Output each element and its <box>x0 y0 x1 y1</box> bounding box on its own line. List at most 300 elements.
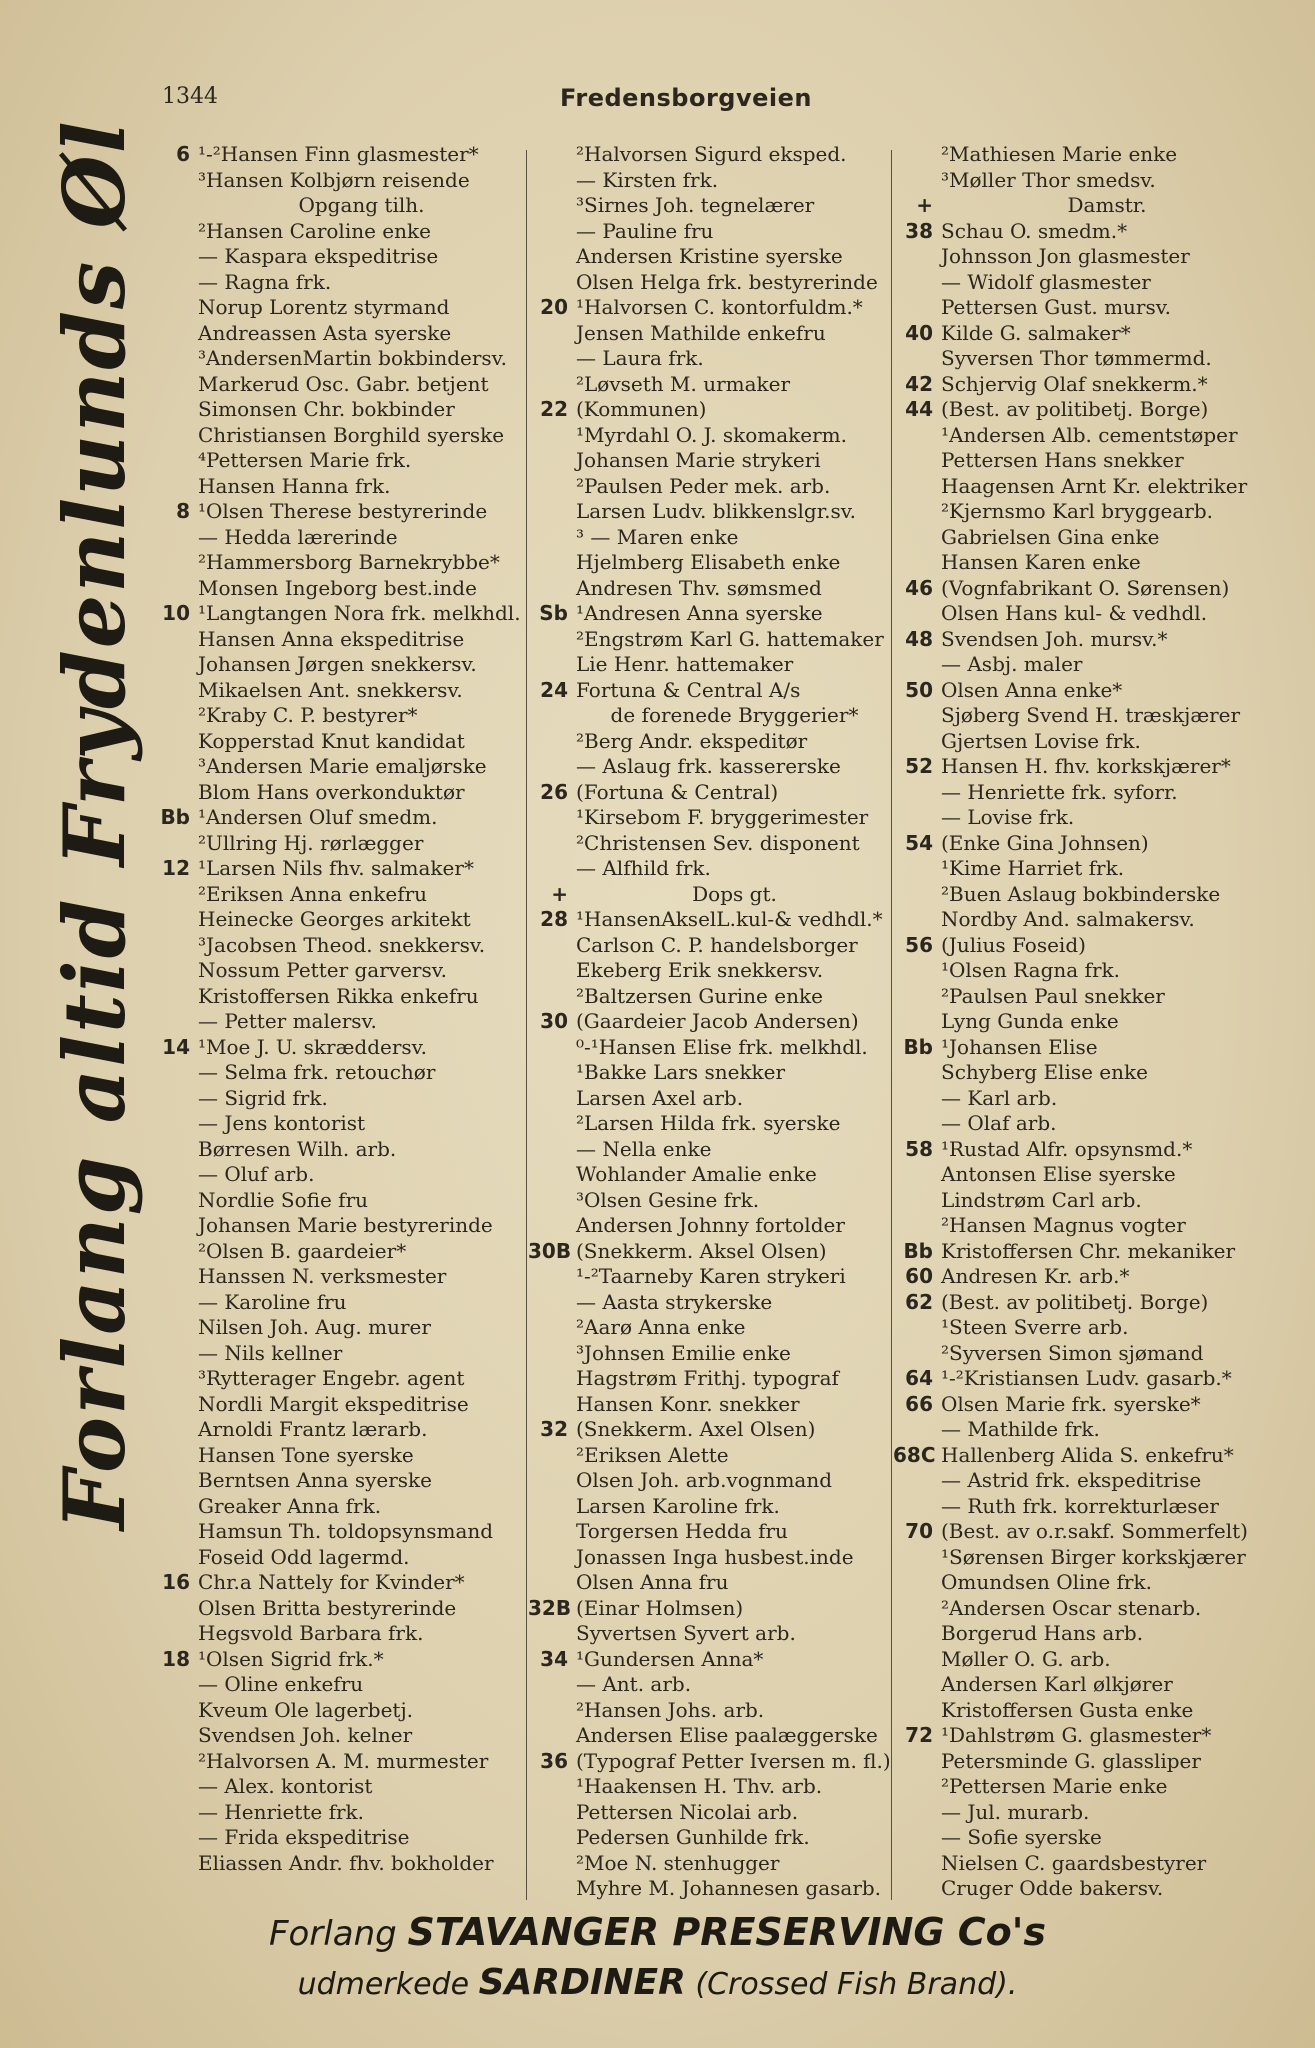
directory-entry <box>528 1519 893 1545</box>
directory-entry <box>528 1366 893 1392</box>
directory-entry <box>150 856 525 882</box>
resident-text: Hansen Hanna frk. <box>198 473 391 498</box>
directory-entry <box>150 321 525 347</box>
resident-text: — Asbj. maler <box>941 652 1083 676</box>
directory-entry <box>893 295 1273 321</box>
resident-text: (Kommunen) <box>576 397 707 421</box>
directory-entry <box>528 193 893 219</box>
directory-entry <box>528 1239 893 1265</box>
resident-text: ³AndersenMartin bokbindersv. <box>198 346 507 370</box>
directory-entry <box>893 1290 1273 1316</box>
resident-text: ²Paulsen Paul snekker <box>941 983 1165 1008</box>
column-divider <box>526 150 527 1900</box>
resident-text: Carlson C. P. handelsborger <box>576 932 858 957</box>
resident-text: ¹Sørensen Birger korkskjærer <box>941 1544 1246 1569</box>
resident-text: Hansen H. fhv. korkskjærer* <box>941 754 1231 778</box>
house-number: 12 <box>162 856 190 880</box>
directory-entry <box>150 346 525 372</box>
house-number: Bb <box>903 1034 933 1059</box>
resident-text: (Best. av politibetj. Borge) <box>941 1289 1209 1314</box>
resident-text: Mikaelsen Ant. snekkersv. <box>198 677 463 702</box>
resident-text: — Karoline fru <box>198 1289 347 1314</box>
resident-text: ³Johnsen Emilie enke <box>576 1340 791 1365</box>
resident-text: Olsen Anna enke* <box>941 677 1123 702</box>
directory-entry <box>528 652 893 678</box>
resident-text: — Nils kellner <box>198 1340 343 1365</box>
resident-text: (Best. av politibetj. Borge) <box>941 397 1209 421</box>
directory-entry <box>893 1647 1273 1673</box>
directory-entry <box>893 1213 1273 1239</box>
resident-text: Pettersen Gust. mursv. <box>941 295 1172 319</box>
resident-text: Johansen Jørgen snekkersv. <box>198 652 477 676</box>
resident-text: — Sigrid frk. <box>198 1085 328 1110</box>
directory-entry <box>893 550 1273 576</box>
directory-entry <box>528 703 893 729</box>
directory-entry <box>150 499 525 525</box>
resident-text: ²Ullring Hj. rørlægger <box>198 830 424 855</box>
directory-entry <box>528 1315 893 1341</box>
resident-text: Gabrielsen Gina enke <box>941 524 1160 549</box>
resident-text: ²Hansen Magnus vogter <box>941 1213 1186 1237</box>
directory-entry <box>528 1774 893 1800</box>
directory-entry <box>893 1468 1273 1494</box>
house-number: 38 <box>905 218 933 243</box>
resident-text: ²Kjernsmo Karl bryggearb. <box>941 499 1213 523</box>
directory-entry <box>528 1035 893 1061</box>
directory-entry <box>150 1570 525 1596</box>
resident-text: ¹Andersen Alb. cementstøper <box>941 422 1238 447</box>
resident-text: Haagensen Arnt Kr. elektriker <box>941 473 1248 498</box>
directory-entry <box>528 1111 893 1137</box>
resident-text: — Laura frk. <box>576 346 704 370</box>
house-number: 44 <box>905 397 933 421</box>
resident-text: ²Christensen Sev. disponent <box>576 830 860 855</box>
directory-entry <box>150 142 525 168</box>
directory-entry <box>528 831 893 857</box>
directory-entry <box>150 1774 525 1800</box>
column-2 <box>528 142 893 1902</box>
resident-text: Monsen Ingeborg best.inde <box>198 575 477 600</box>
directory-entry <box>150 703 525 729</box>
resident-text: Andresen Kr. arb.* <box>941 1264 1130 1288</box>
directory-entry <box>150 1672 525 1698</box>
ad-brand-stavanger: STAVANGER PRESERVING Co's <box>407 1910 1047 1954</box>
directory-entry <box>150 397 525 423</box>
resident-text: de forenede Bryggerier* <box>610 703 859 727</box>
resident-text: — Widolf glasmester <box>941 269 1151 294</box>
directory-entry <box>528 1264 893 1290</box>
directory-entry <box>893 1239 1273 1265</box>
resident-text: Schau O. smedm.* <box>941 218 1128 243</box>
column-3 <box>893 142 1273 1902</box>
resident-text: Dops gt. <box>692 881 777 906</box>
ad-word-udmerkede: udmerkede <box>297 1967 470 2002</box>
directory-entry <box>150 1060 525 1086</box>
resident-text: Johnsson Jon glasmester <box>941 244 1190 268</box>
resident-text: — Sofie syerske <box>941 1825 1102 1849</box>
directory-entry <box>150 1851 525 1877</box>
resident-text: Johansen Marie bestyrerinde <box>198 1213 493 1237</box>
resident-text: Omundsen Oline frk. <box>941 1570 1152 1594</box>
resident-text: ¹Bakke Lars snekker <box>576 1060 786 1084</box>
resident-text: Andreassen Asta syerske <box>198 320 452 345</box>
directory-entry <box>150 1392 525 1418</box>
resident-text: ¹Kime Harriet frk. <box>941 856 1125 880</box>
resident-text: ²Kraby C. P. bestyrer* <box>198 703 418 727</box>
resident-text: Andresen Thv. sømsmed <box>576 575 822 600</box>
directory-entry <box>528 933 893 959</box>
directory-entry <box>528 1672 893 1698</box>
directory-entry <box>150 525 525 551</box>
resident-text: ²Aarø Anna enke <box>576 1315 746 1339</box>
directory-entry <box>528 295 893 321</box>
directory-entry <box>528 576 893 602</box>
directory-entry <box>528 754 893 780</box>
directory-entry <box>893 1519 1273 1545</box>
resident-text: — Frida ekspeditrise <box>198 1825 410 1849</box>
directory-entry <box>150 882 525 908</box>
directory-entry <box>150 423 525 449</box>
resident-text: — Nella enke <box>576 1136 712 1161</box>
resident-text: Sjøberg Svend H. træskjærer <box>941 703 1241 727</box>
house-number: 24 <box>540 677 568 702</box>
directory-entry <box>893 1698 1273 1724</box>
resident-text: ²Hansen Caroline enke <box>198 218 431 243</box>
resident-text: Møller O. G. arb. <box>941 1646 1111 1671</box>
resident-text: — Mathilde frk. <box>941 1417 1100 1441</box>
resident-text: Foseid Odd lagermd. <box>198 1544 410 1569</box>
resident-text: Ekeberg Erik snekkersv. <box>576 958 824 982</box>
directory-entry <box>893 1621 1273 1647</box>
house-number: 8 <box>176 499 190 523</box>
resident-text: Johansen Marie strykeri <box>576 448 821 472</box>
resident-text: ²Andersen Oscar stenarb. <box>941 1595 1202 1620</box>
resident-text: ²Buen Aslaug bokbinderske <box>941 881 1221 906</box>
resident-text: ¹Langtangen Nora frk. melkhdl. <box>198 601 521 625</box>
resident-text: — Jens kontorist <box>198 1111 366 1135</box>
resident-text: — Selma frk. retouchør <box>198 1060 436 1084</box>
directory-entry <box>528 1749 893 1775</box>
resident-text: Andersen Johnny fortolder <box>576 1213 845 1237</box>
directory-entry <box>150 1264 525 1290</box>
resident-text: ²Eriksen Anna enkefru <box>198 881 428 906</box>
directory-entry <box>893 1060 1273 1086</box>
house-number: 32 <box>540 1417 568 1441</box>
house-number: 70 <box>905 1519 933 1543</box>
directory-entry <box>150 652 525 678</box>
resident-text: Hanssen N. verksmester <box>198 1264 447 1288</box>
resident-text: Olsen Britta bestyrerinde <box>198 1595 457 1620</box>
directory-entry <box>528 805 893 831</box>
resident-text: Myhre M. Johannesen gasarb. <box>576 1876 882 1900</box>
resident-text: Svendsen Joh. kelner <box>198 1723 413 1747</box>
directory-entry <box>893 1570 1273 1596</box>
directory-entry <box>893 703 1273 729</box>
resident-text: — Kirsten frk. <box>576 167 719 192</box>
resident-text: Kristoffersen Chr. mekaniker <box>941 1238 1236 1263</box>
directory-entry <box>893 1749 1273 1775</box>
directory-entry <box>150 168 525 194</box>
resident-text: ²Halvorsen A. M. murmester <box>198 1748 489 1773</box>
directory-entry <box>528 1468 893 1494</box>
house-number: 48 <box>905 626 933 651</box>
resident-text: Schjervig Olaf snekkerm.* <box>941 371 1208 396</box>
directory-entry <box>893 1443 1273 1469</box>
house-number: 58 <box>905 1136 933 1161</box>
directory-entry <box>893 601 1273 627</box>
house-number: 62 <box>905 1289 933 1314</box>
directory-entry <box>150 780 525 806</box>
house-number: 56 <box>905 932 933 957</box>
directory-entry <box>150 1035 525 1061</box>
directory-entry <box>150 729 525 755</box>
resident-text: (Fortuna & Central) <box>576 779 779 804</box>
resident-text: ³Sirnes Joh. tegnelærer <box>576 193 815 217</box>
resident-text: (Snekkerm. Aksel Olsen) <box>576 1238 827 1263</box>
resident-text: ²Mathiesen Marie enke <box>941 142 1178 166</box>
resident-text: Fortuna & Central A/s <box>576 677 801 702</box>
house-number: 60 <box>905 1264 933 1288</box>
resident-text: ¹Olsen Therese bestyrerinde <box>198 499 488 523</box>
resident-text: — Alfhild frk. <box>576 856 711 880</box>
resident-text: Kristoffersen Gusta enke <box>941 1697 1194 1722</box>
directory-entry <box>528 907 893 933</box>
street-title: Fredensborgveien <box>560 84 812 112</box>
directory-entry <box>528 474 893 500</box>
resident-text: (Vognfabrikant O. Sørensen) <box>941 575 1230 600</box>
directory-entry <box>150 805 525 831</box>
resident-text: Simonsen Chr. bokbinder <box>198 397 455 421</box>
directory-entry <box>893 1417 1273 1443</box>
resident-text: Syversen Thor tømmermd. <box>941 346 1212 370</box>
resident-text: ¹Olsen Sigrid frk.* <box>198 1646 384 1671</box>
resident-text: ¹Haakensen H. Thv. arb. <box>576 1774 823 1798</box>
directory-entry <box>150 1519 525 1545</box>
resident-text: Hagstrøm Frithj. typograf <box>576 1366 839 1390</box>
directory-entry <box>150 448 525 474</box>
house-number: 30 <box>540 1009 568 1033</box>
resident-text: Borgerud Hans arb. <box>941 1621 1144 1645</box>
directory-entry <box>893 525 1273 551</box>
directory-entry <box>528 1162 893 1188</box>
resident-text: Hansen Tone syerske <box>198 1442 414 1467</box>
directory-entry <box>528 244 893 270</box>
resident-text: Blom Hans overkonduktør <box>198 779 465 804</box>
directory-entry <box>893 1800 1273 1826</box>
directory-entry <box>528 525 893 551</box>
directory-entry <box>893 1876 1273 1902</box>
side-advertisement: Forlang altid Frydenlunds Øl <box>45 119 144 1530</box>
house-number: 30B <box>528 1238 572 1263</box>
directory-entry <box>893 1137 1273 1163</box>
directory-entry <box>528 1392 893 1418</box>
house-number: 22 <box>540 397 568 421</box>
resident-text: ¹-²Taarneby Karen strykeri <box>576 1264 846 1288</box>
directory-entry <box>150 1239 525 1265</box>
directory-entry <box>150 1366 525 1392</box>
house-number: 66 <box>905 1391 933 1416</box>
resident-text: Olsen Helga frk. bestyrerinde <box>576 269 878 294</box>
directory-entry <box>150 933 525 959</box>
directory-entry <box>893 397 1273 423</box>
house-number: 26 <box>540 779 568 804</box>
resident-text: Berntsen Anna syerske <box>198 1468 433 1492</box>
resident-text: Arnoldi Frantz lærarb. <box>198 1417 428 1441</box>
resident-text: ¹Steen Sverre arb. <box>941 1315 1129 1339</box>
directory-entry <box>893 678 1273 704</box>
directory-entry <box>150 1137 525 1163</box>
house-number: 50 <box>905 677 933 702</box>
resident-text: Wohlander Amalie enke <box>576 1162 817 1186</box>
directory-entry <box>893 1162 1273 1188</box>
directory-entry <box>528 729 893 755</box>
resident-text: Jensen Mathilde enkefru <box>576 320 826 345</box>
resident-text: ⁰-¹Hansen Elise frk. melkhdl. <box>576 1034 868 1059</box>
directory-entry <box>150 1749 525 1775</box>
directory-entry <box>150 1494 525 1520</box>
resident-text: ¹Rustad Alfr. opsynsmd.* <box>941 1136 1193 1161</box>
directory-entry <box>528 1876 893 1902</box>
house-number: 20 <box>540 295 568 319</box>
directory-entry <box>893 1366 1273 1392</box>
resident-text: ³Andersen Marie emaljørske <box>198 754 487 778</box>
directory-entry <box>893 1188 1273 1214</box>
house-number: 36 <box>540 1748 568 1773</box>
resident-text: ³Hansen Kolbjørn reisende <box>198 167 470 192</box>
resident-text: (Julius Foseid) <box>941 932 1086 957</box>
directory-entry <box>528 1341 893 1367</box>
directory-entry <box>893 1009 1273 1035</box>
resident-text: ³Rytterager Engebr. agent <box>198 1366 465 1390</box>
resident-text: ¹Halvorsen C. kontorfuldm.* <box>576 295 863 319</box>
directory-entry <box>528 1698 893 1724</box>
resident-text: ¹Myrdahl O. J. skomakerm. <box>576 422 847 447</box>
resident-text: — Astrid frk. ekspeditrise <box>941 1468 1202 1492</box>
directory-entry <box>150 1596 525 1622</box>
directory-entry <box>150 1417 525 1443</box>
resident-text: (Best. av o.r.sakf. Sommerfelt) <box>941 1519 1248 1543</box>
resident-text: ²Berg Andr. ekspeditør <box>576 728 808 753</box>
directory-entry <box>893 219 1273 245</box>
resident-text: ¹Larsen Nils fhv. salmaker* <box>198 856 474 880</box>
directory-entry <box>150 1162 525 1188</box>
resident-text: — Petter malersv. <box>198 1009 377 1033</box>
directory-entry <box>150 1290 525 1316</box>
resident-text: — Henriette frk. syforr. <box>941 779 1178 804</box>
directory-entry <box>150 576 525 602</box>
directory-entry <box>150 1111 525 1137</box>
resident-text: Kveum Ole lagerbetj. <box>198 1697 414 1722</box>
resident-text: ²Paulsen Peder mek. arb. <box>576 473 831 498</box>
directory-entry <box>150 270 525 296</box>
directory-entry <box>150 219 525 245</box>
directory-entry <box>528 1825 893 1851</box>
resident-text: Eliassen Andr. fhv. bokholder <box>198 1850 494 1875</box>
column-1 <box>150 142 525 1876</box>
resident-text: ³Jacobsen Theod. snekkersv. <box>198 932 486 957</box>
resident-text: Syvertsen Syvert arb. <box>576 1621 796 1645</box>
directory-entry <box>528 321 893 347</box>
directory-entry <box>150 678 525 704</box>
resident-text: Torgersen Hedda fru <box>576 1519 788 1543</box>
resident-text: Lie Henr. hattemaker <box>576 652 794 676</box>
directory-entry <box>528 984 893 1010</box>
directory-entry <box>150 1800 525 1826</box>
directory-entry <box>893 423 1273 449</box>
directory-entry <box>528 1647 893 1673</box>
resident-text: Schyberg Elise enke <box>941 1060 1148 1084</box>
directory-entry <box>893 474 1273 500</box>
resident-text: Olsen Marie frk. syerske* <box>941 1391 1201 1416</box>
resident-text: ¹-²Hansen Finn glasmester* <box>198 142 479 166</box>
directory-entry <box>528 1443 893 1469</box>
resident-text: Kristoffersen Rikka enkefru <box>198 983 479 1008</box>
resident-text: Hjelmberg Elisabeth enke <box>576 550 841 574</box>
directory-entry <box>893 168 1273 194</box>
house-number: + <box>551 881 568 906</box>
resident-text: Jonassen Inga husbest.inde <box>576 1544 854 1569</box>
house-number: 64 <box>905 1366 933 1390</box>
directory-entry <box>528 1137 893 1163</box>
house-number: Bb <box>903 1238 933 1263</box>
directory-entry <box>893 1341 1273 1367</box>
house-number: 52 <box>905 754 933 778</box>
page-number: 1344 <box>162 84 218 109</box>
directory-entry <box>150 372 525 398</box>
resident-text: ¹Dahlstrøm G. glasmester* <box>941 1723 1212 1747</box>
directory-entry <box>893 372 1273 398</box>
directory-entry <box>528 1060 893 1086</box>
resident-text: Andersen Karl ølkjører <box>941 1672 1173 1696</box>
house-number: 54 <box>905 830 933 855</box>
directory-entry <box>893 958 1273 984</box>
resident-text: Andersen Elise paalæggerske <box>576 1723 878 1747</box>
directory-entry <box>893 882 1273 908</box>
resident-text: ²Hammersborg Barnekrybbe* <box>198 550 500 574</box>
resident-text: — Jul. murarb. <box>941 1799 1090 1824</box>
resident-text: Hansen Karen enke <box>941 550 1141 574</box>
resident-text: ²Engstrøm Karl G. hattemaker <box>576 626 884 651</box>
resident-text: — Aasta strykerske <box>576 1289 773 1314</box>
resident-text: — Ant. arb. <box>576 1672 692 1696</box>
resident-text: — Ruth frk. korrekturlæser <box>941 1493 1219 1518</box>
resident-text: Antonsen Elise syerske <box>941 1162 1176 1186</box>
resident-text: — Kaspara ekspeditrise <box>198 244 439 268</box>
directory-entry <box>893 321 1273 347</box>
directory-entry <box>893 652 1273 678</box>
directory-entry <box>528 270 893 296</box>
directory-entry <box>893 933 1273 959</box>
resident-text: ³ — Maren enke <box>576 524 739 549</box>
bottom-advertisement-line-2 <box>0 1962 1315 2003</box>
directory-entry <box>528 882 893 908</box>
directory-entry <box>150 958 525 984</box>
directory-entry <box>528 1723 893 1749</box>
resident-text: Kopperstad Knut kandidat <box>198 728 465 753</box>
page-header <box>0 84 1315 124</box>
resident-text: Hamsun Th. toldopsynsmand <box>198 1519 494 1543</box>
directory-entry <box>893 244 1273 270</box>
directory-entry <box>893 729 1273 755</box>
resident-text: Andersen Kristine syerske <box>576 244 843 268</box>
house-number: 6 <box>176 142 190 166</box>
directory-entry <box>893 1774 1273 1800</box>
resident-text: (Snekkerm. Axel Olsen) <box>576 1417 816 1441</box>
directory-entry <box>150 1315 525 1341</box>
directory-entry <box>893 627 1273 653</box>
house-number: Sb <box>539 601 568 625</box>
resident-text: — Oline enkefru <box>198 1672 364 1696</box>
